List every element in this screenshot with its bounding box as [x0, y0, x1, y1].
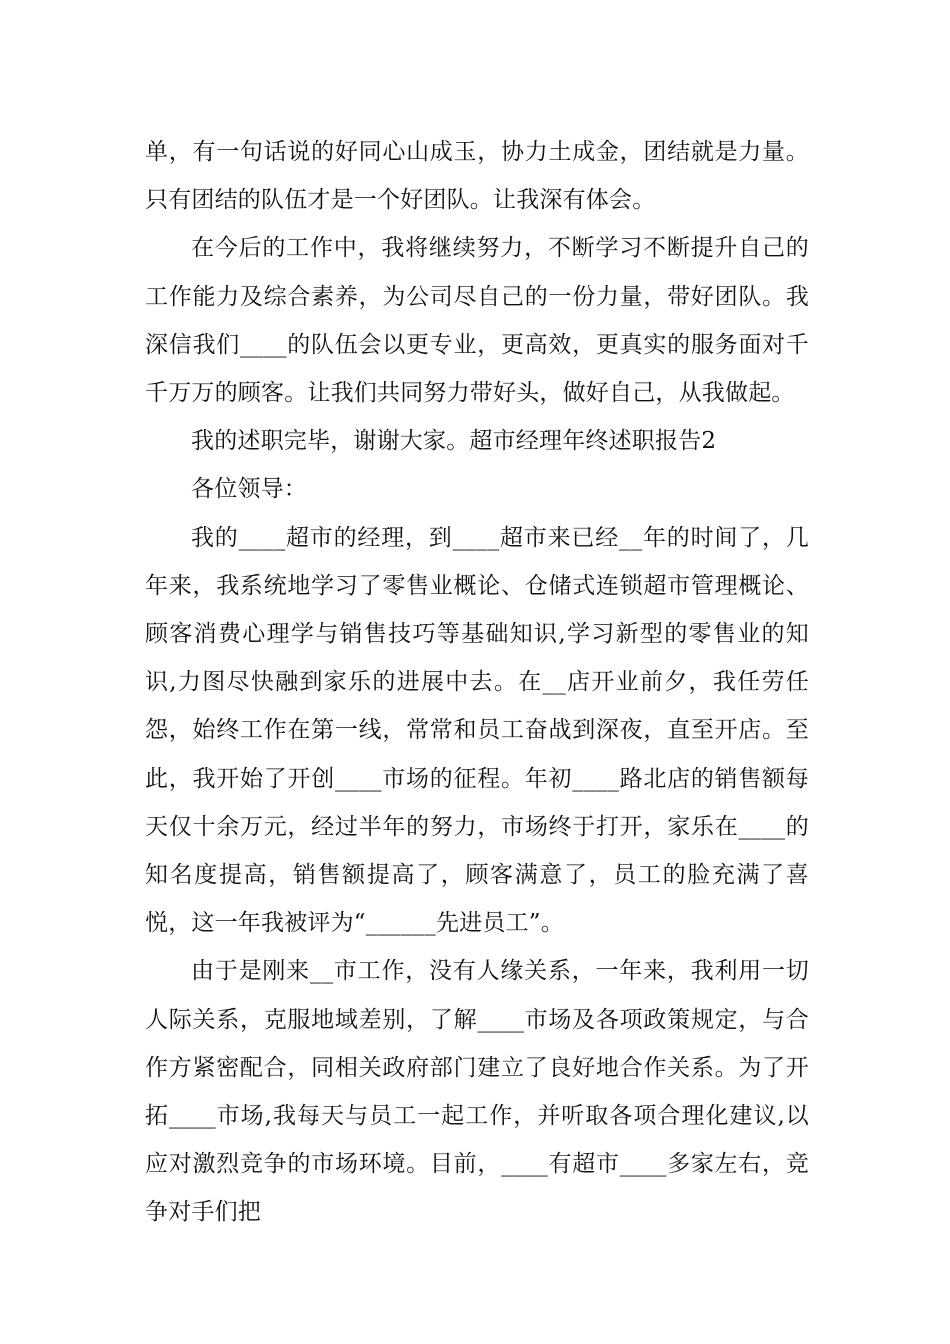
- paragraph-continuation: 单，有一句话说的好同心山成玉，协力土成金，团结就是力量。只有团结的队伍才是一个好团队。让我深有体会。: [145, 139, 809, 214]
- document-body: [145, 128, 809, 1237]
- paragraph-manager-intro: 我的____超市的经理，到____超市来已经__年的时间了，几年来，我系统地学习了零售业概论、仓储式连锁超市管理概论、顾客消费心理学与销售技巧等基础知识,学习新型的零售业的知识,力图尽快融到家乐的进展中去。在__店开业前夕，我任劳任怨，始终工作在第一线，常常和员工奋战到深夜，直至开店。至此，我开始了开创____市场的征程。年初____路北店的销售额每天仅十余万元，经过半年的努力，市场终于打开，家乐在____的知名度提高，销售额提高了，顾客满意了，员工的脸充满了喜悦，这一年我被评为“______先进员工”。: [145, 524, 809, 937]
- paragraph-closing-title: 我的述职完毕，谢谢大家。超市经理年终述职报告2: [191, 428, 717, 455]
- paragraph-salutation: 各位领导：: [191, 476, 307, 503]
- paragraph-market-development: 由于是刚来__市工作，没有人缘关系，一年来，我利用一切人际关系，克服地域差别，了解____市场及各项政策规定，与合作方紧密配合，同相关政府部门建立了良好地合作关系。为了开拓____市场,我每天与员工一起工作，并听取各项合理化建议,以应对激烈竞争的市场环境。目前，____有超市____多家左右，竞争对手们把: [145, 958, 809, 1226]
- paragraph-future-work: 在今后的工作中，我将继续努力，不断学习不断提升自己的工作能力及综合素养，为公司尽自己的一份力量，带好团队。我深信我们____的队伍会以更专业，更高效，更真实的服务面对千千万万的顾客。让我们共同努力带好头，做好自己，从我做起。: [145, 235, 809, 407]
